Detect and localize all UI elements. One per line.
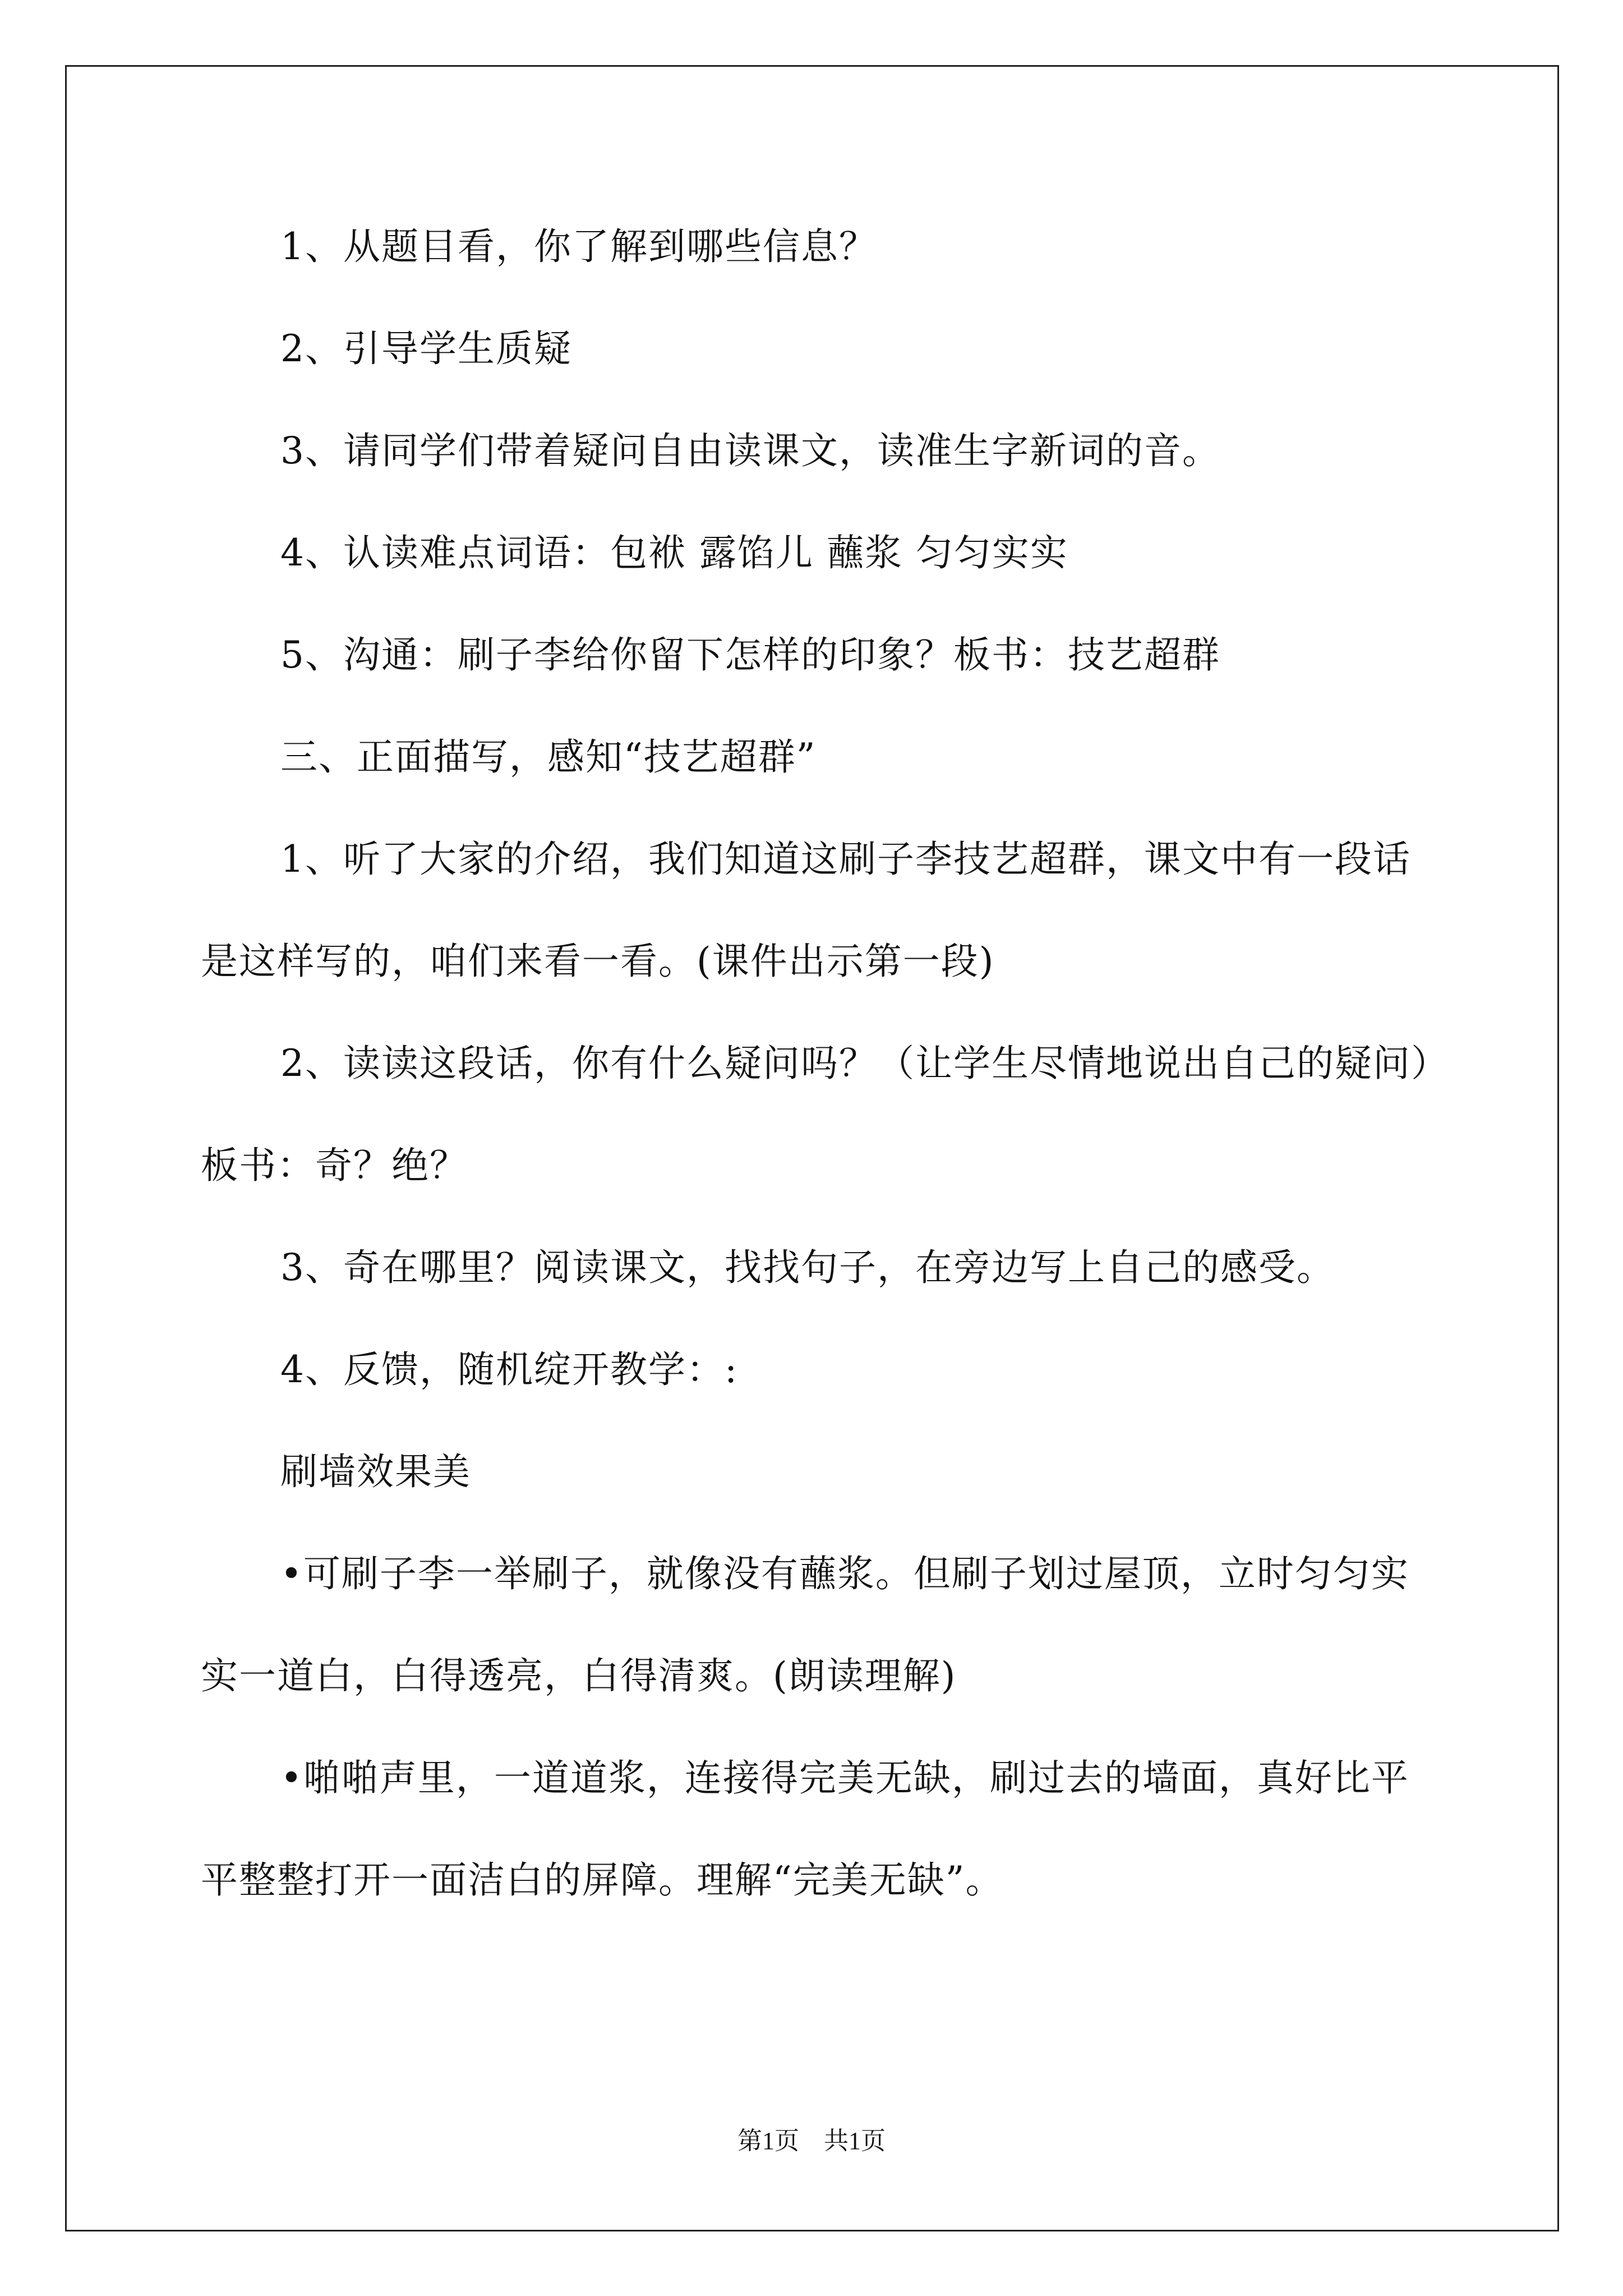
- paragraph: 4、反馈，随机绽开教学：:: [280, 1348, 739, 1391]
- paragraph: 4、认读难点词语：包袱 露馅儿 蘸浆 匀匀实实: [280, 531, 1068, 574]
- subheading: 刷墙效果美: [280, 1450, 471, 1493]
- paragraph: 2、读读这段话，你有什么疑问吗？（让学生尽情地说出自己的疑问）板书：奇？绝？: [201, 1042, 1431, 1187]
- document-body: [201, 222, 1435, 1957]
- bullet-paragraph: •可刷子李一举刷子，就像没有蘸浆。但刷子划过屋顶，立时匀匀实实一道白，白得透亮，白得清爽。(朗读理解): [201, 1552, 1409, 1697]
- section-heading: 三、正面描写，感知“技艺超群”: [280, 735, 817, 779]
- paragraph: 5、沟通：刷子李给你留下怎样的印象？板书：技艺超群: [280, 633, 1220, 677]
- paragraph: 3、请同学们带着疑问自由读课文，读准生字新词的音。: [280, 429, 1220, 472]
- paragraph: 1、从题目看，你了解到哪些信息？: [280, 225, 877, 268]
- paragraph: 2、引导学生质疑: [280, 327, 572, 370]
- paragraph: 3、奇在哪里？阅读课文，找找句子，在旁边写上自己的感受。: [280, 1246, 1335, 1289]
- paragraph: 1、听了大家的介绍，我们知道这刷子李技艺超群，课文中有一段话是这样写的，咱们来看一看。(课件出示第一段): [201, 838, 1411, 983]
- page-footer: 第1页 共1页: [737, 2127, 886, 2155]
- bullet-paragraph: •啪啪声里，一道道浆，连接得完美无缺，刷过去的墙面，真好比平平整整打开一面洁白的屏障。理解“完美无缺”。: [201, 1756, 1409, 1902]
